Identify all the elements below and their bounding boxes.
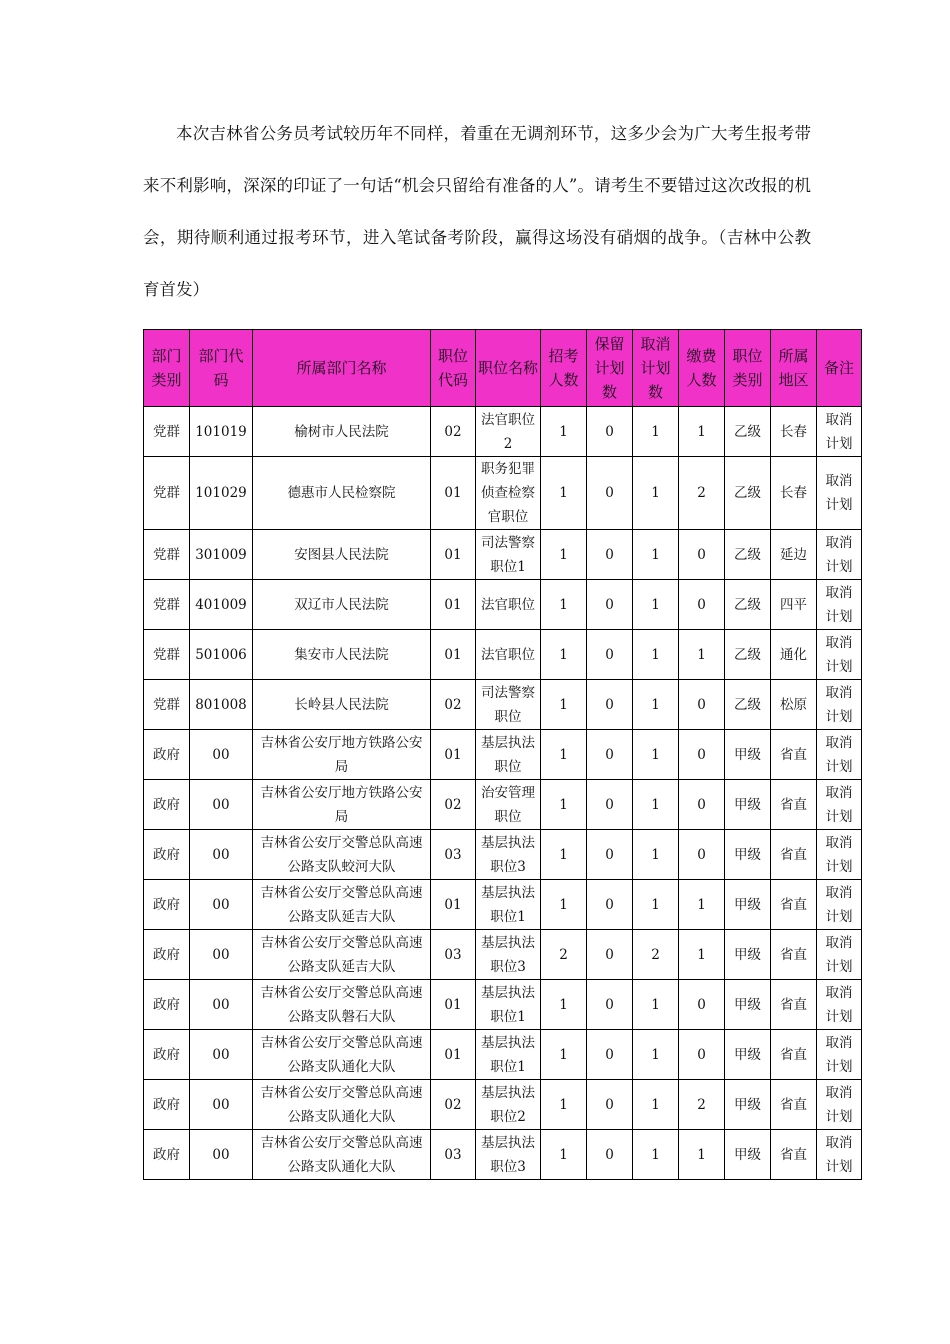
cell-recruit-count: 1: [541, 530, 587, 580]
cell-dept-code: 301009: [190, 530, 253, 580]
cell-dept-code: 101019: [190, 407, 253, 457]
cell-cancelled-plan: 2: [633, 930, 679, 980]
cell-position-level: 乙级: [725, 680, 771, 730]
cell-cancelled-plan: 1: [633, 780, 679, 830]
cell-dept-category: 党群: [144, 407, 190, 457]
cell-dept-code: 00: [190, 780, 253, 830]
cell-dept-code: 00: [190, 1080, 253, 1130]
header-dept-category: 部门类别: [144, 330, 190, 407]
table-row: [144, 1080, 862, 1130]
cell-retained-plan: 0: [587, 880, 633, 930]
cell-dept-code: 501006: [190, 630, 253, 680]
cell-region: 省直: [771, 980, 817, 1030]
cell-position-name: 司法警察职位1: [476, 530, 541, 580]
cell-retained-plan: 0: [587, 680, 633, 730]
cell-dept-code: 801008: [190, 680, 253, 730]
cell-position-code: 02: [431, 680, 476, 730]
cell-region: 省直: [771, 930, 817, 980]
cell-recruit-count: 1: [541, 780, 587, 830]
cell-position-level: 乙级: [725, 457, 771, 530]
cell-position-level: 甲级: [725, 730, 771, 780]
cell-cancelled-plan: 1: [633, 580, 679, 630]
cell-position-level: 甲级: [725, 1130, 771, 1180]
cell-dept-code: 101029: [190, 457, 253, 530]
cell-paid-count: 2: [679, 457, 725, 530]
cell-dept-category: 政府: [144, 1080, 190, 1130]
header-position-name: 职位名称: [476, 330, 541, 407]
cell-position-name: 治安管理职位: [476, 780, 541, 830]
header-region: 所属地区: [771, 330, 817, 407]
cell-recruit-count: 1: [541, 680, 587, 730]
cell-region: 延边: [771, 530, 817, 580]
cell-recruit-count: 1: [541, 580, 587, 630]
cell-retained-plan: 0: [587, 457, 633, 530]
cell-dept-name: 吉林省公安厅交警总队高速公路支队延吉大队: [253, 880, 431, 930]
cell-dept-category: 政府: [144, 830, 190, 880]
cell-retained-plan: 0: [587, 1130, 633, 1180]
cell-recruit-count: 1: [541, 830, 587, 880]
cell-dept-code: 00: [190, 830, 253, 880]
cell-paid-count: 2: [679, 1080, 725, 1130]
cell-dept-category: 政府: [144, 1130, 190, 1180]
cell-remark: 取消计划: [817, 1080, 862, 1130]
header-position-level: 职位类别: [725, 330, 771, 407]
cell-dept-category: 政府: [144, 980, 190, 1030]
cell-position-code: 01: [431, 530, 476, 580]
table-row: [144, 880, 862, 930]
cell-retained-plan: 0: [587, 930, 633, 980]
header-cancelled-plan: 取消计划数: [633, 330, 679, 407]
cell-remark: 取消计划: [817, 680, 862, 730]
cell-region: 通化: [771, 630, 817, 680]
cell-position-code: 03: [431, 930, 476, 980]
table-row: [144, 1030, 862, 1080]
cell-retained-plan: 0: [587, 407, 633, 457]
cell-paid-count: 1: [679, 407, 725, 457]
cell-remark: 取消计划: [817, 780, 862, 830]
cell-cancelled-plan: 1: [633, 880, 679, 930]
cell-cancelled-plan: 1: [633, 1030, 679, 1080]
cell-dept-code: 401009: [190, 580, 253, 630]
cell-position-code: 03: [431, 1130, 476, 1180]
table-row: [144, 780, 862, 830]
cell-recruit-count: 2: [541, 930, 587, 980]
cell-position-name: 基层执法职位: [476, 730, 541, 780]
cell-region: 松原: [771, 680, 817, 730]
cell-position-name: 法官职位2: [476, 407, 541, 457]
cell-recruit-count: 1: [541, 1080, 587, 1130]
cell-position-level: 甲级: [725, 930, 771, 980]
table-row: [144, 530, 862, 580]
cell-cancelled-plan: 1: [633, 730, 679, 780]
cell-region: 省直: [771, 1030, 817, 1080]
cell-position-name: 司法警察职位: [476, 680, 541, 730]
cell-remark: 取消计划: [817, 580, 862, 630]
cell-dept-code: 00: [190, 1030, 253, 1080]
cell-recruit-count: 1: [541, 730, 587, 780]
cell-dept-category: 党群: [144, 630, 190, 680]
cell-position-level: 甲级: [725, 780, 771, 830]
cell-position-code: 01: [431, 730, 476, 780]
cell-dept-name: 吉林省公安厅交警总队高速公路支队磐石大队: [253, 980, 431, 1030]
cell-dept-category: 党群: [144, 457, 190, 530]
cell-position-code: 01: [431, 980, 476, 1030]
cell-position-name: 基层执法职位1: [476, 980, 541, 1030]
cell-recruit-count: 1: [541, 457, 587, 530]
cell-retained-plan: 0: [587, 830, 633, 880]
cell-paid-count: 0: [679, 780, 725, 830]
cell-remark: 取消计划: [817, 880, 862, 930]
cell-retained-plan: 0: [587, 1030, 633, 1080]
cell-dept-code: 00: [190, 980, 253, 1030]
cell-dept-code: 00: [190, 930, 253, 980]
cell-dept-name: 吉林省公安厅交警总队高速公路支队通化大队: [253, 1130, 431, 1180]
cell-recruit-count: 1: [541, 880, 587, 930]
table-row: [144, 680, 862, 730]
cell-position-name: 法官职位: [476, 630, 541, 680]
cell-retained-plan: 0: [587, 730, 633, 780]
cell-position-code: 01: [431, 1030, 476, 1080]
cell-remark: 取消计划: [817, 1030, 862, 1080]
cell-remark: 取消计划: [817, 530, 862, 580]
cell-dept-category: 政府: [144, 1030, 190, 1080]
cell-position-code: 01: [431, 580, 476, 630]
cell-dept-category: 党群: [144, 530, 190, 580]
table-row: [144, 457, 862, 530]
cell-dept-name: 吉林省公安厅交警总队高速公路支队通化大队: [253, 1080, 431, 1130]
cell-cancelled-plan: 1: [633, 830, 679, 880]
cell-cancelled-plan: 1: [633, 407, 679, 457]
cell-retained-plan: 0: [587, 580, 633, 630]
cell-position-level: 甲级: [725, 830, 771, 880]
cell-dept-name: 安图县人民法院: [253, 530, 431, 580]
table-row: [144, 980, 862, 1030]
header-dept-name: 所属部门名称: [253, 330, 431, 407]
cell-paid-count: 0: [679, 980, 725, 1030]
table-row: [144, 407, 862, 457]
cell-paid-count: 0: [679, 730, 725, 780]
cell-paid-count: 0: [679, 530, 725, 580]
cell-position-code: 02: [431, 1080, 476, 1130]
cell-region: 省直: [771, 730, 817, 780]
header-remark: 备注: [817, 330, 862, 407]
cell-cancelled-plan: 1: [633, 1080, 679, 1130]
cell-recruit-count: 1: [541, 980, 587, 1030]
cell-position-code: 02: [431, 407, 476, 457]
cell-recruit-count: 1: [541, 630, 587, 680]
cell-recruit-count: 1: [541, 1030, 587, 1080]
cell-remark: 取消计划: [817, 730, 862, 780]
cell-retained-plan: 0: [587, 1080, 633, 1130]
table-body: [144, 407, 862, 1180]
cell-position-name: 基层执法职位1: [476, 880, 541, 930]
cell-cancelled-plan: 1: [633, 630, 679, 680]
cell-position-code: 01: [431, 630, 476, 680]
cell-recruit-count: 1: [541, 407, 587, 457]
cell-dept-name: 长岭县人民法院: [253, 680, 431, 730]
cell-dept-code: 00: [190, 1130, 253, 1180]
cell-region: 省直: [771, 830, 817, 880]
cell-dept-name: 吉林省公安厅交警总队高速公路支队蛟河大队: [253, 830, 431, 880]
cell-region: 省直: [771, 880, 817, 930]
cell-retained-plan: 0: [587, 530, 633, 580]
table-header-row: [144, 330, 862, 407]
cell-retained-plan: 0: [587, 780, 633, 830]
cell-dept-category: 政府: [144, 880, 190, 930]
cell-dept-name: 集安市人民法院: [253, 630, 431, 680]
header-retained-plan: 保留计划数: [587, 330, 633, 407]
cell-dept-category: 政府: [144, 930, 190, 980]
table-row: [144, 630, 862, 680]
cell-position-code: 01: [431, 880, 476, 930]
cell-remark: 取消计划: [817, 830, 862, 880]
cell-region: 省直: [771, 1080, 817, 1130]
cell-paid-count: 0: [679, 680, 725, 730]
cell-dept-name: 吉林省公安厅交警总队高速公路支队通化大队: [253, 1030, 431, 1080]
header-dept-code: 部门代码: [190, 330, 253, 407]
cell-region: 长春: [771, 457, 817, 530]
cell-dept-category: 政府: [144, 780, 190, 830]
cell-dept-category: 政府: [144, 730, 190, 780]
cell-cancelled-plan: 1: [633, 980, 679, 1030]
cell-region: 长春: [771, 407, 817, 457]
cell-cancelled-plan: 1: [633, 680, 679, 730]
cell-region: 省直: [771, 1130, 817, 1180]
cell-paid-count: 1: [679, 930, 725, 980]
cell-cancelled-plan: 1: [633, 530, 679, 580]
cell-dept-name: 双辽市人民法院: [253, 580, 431, 630]
cell-paid-count: 0: [679, 1030, 725, 1080]
cell-dept-category: 党群: [144, 680, 190, 730]
cell-position-code: 01: [431, 457, 476, 530]
table-row: [144, 1130, 862, 1180]
cell-position-level: 甲级: [725, 1080, 771, 1130]
cell-position-level: 甲级: [725, 980, 771, 1030]
cell-dept-name: 吉林省公安厅地方铁路公安局: [253, 730, 431, 780]
cell-dept-name: 吉林省公安厅交警总队高速公路支队延吉大队: [253, 930, 431, 980]
header-position-code: 职位代码: [431, 330, 476, 407]
cell-paid-count: 1: [679, 880, 725, 930]
cell-position-level: 甲级: [725, 880, 771, 930]
cell-dept-name: 吉林省公安厅地方铁路公安局: [253, 780, 431, 830]
cell-position-name: 职务犯罪侦查检察官职位: [476, 457, 541, 530]
cell-dept-code: 00: [190, 730, 253, 780]
cancelled-positions-table: [143, 329, 862, 1180]
cell-dept-category: 党群: [144, 580, 190, 630]
table-row: [144, 730, 862, 780]
cell-position-level: 乙级: [725, 630, 771, 680]
cell-position-level: 乙级: [725, 407, 771, 457]
cell-paid-count: 0: [679, 580, 725, 630]
cell-retained-plan: 0: [587, 630, 633, 680]
header-recruit-count: 招考人数: [541, 330, 587, 407]
cell-remark: 取消计划: [817, 630, 862, 680]
cell-region: 四平: [771, 580, 817, 630]
cell-cancelled-plan: 1: [633, 457, 679, 530]
cell-position-name: 法官职位: [476, 580, 541, 630]
cell-remark: 取消计划: [817, 1130, 862, 1180]
cell-paid-count: 0: [679, 830, 725, 880]
cell-position-name: 基层执法职位3: [476, 1130, 541, 1180]
cell-retained-plan: 0: [587, 980, 633, 1030]
cell-remark: 取消计划: [817, 980, 862, 1030]
cell-remark: 取消计划: [817, 457, 862, 530]
cell-region: 省直: [771, 780, 817, 830]
cell-position-level: 乙级: [725, 530, 771, 580]
cell-paid-count: 1: [679, 1130, 725, 1180]
table-row: [144, 930, 862, 980]
cell-dept-name: 榆树市人民法院: [253, 407, 431, 457]
cell-position-name: 基层执法职位2: [476, 1080, 541, 1130]
cell-position-name: 基层执法职位3: [476, 930, 541, 980]
cell-paid-count: 1: [679, 630, 725, 680]
cell-position-name: 基层执法职位3: [476, 830, 541, 880]
table-row: [144, 580, 862, 630]
cell-remark: 取消计划: [817, 407, 862, 457]
cell-position-code: 02: [431, 780, 476, 830]
cell-position-code: 03: [431, 830, 476, 880]
cell-dept-name: 德惠市人民检察院: [253, 457, 431, 530]
cell-dept-code: 00: [190, 880, 253, 930]
table-row: [144, 830, 862, 880]
cell-remark: 取消计划: [817, 930, 862, 980]
cell-recruit-count: 1: [541, 1130, 587, 1180]
header-paid-count: 缴费人数: [679, 330, 725, 407]
cell-position-level: 乙级: [725, 580, 771, 630]
cell-position-name: 基层执法职位1: [476, 1030, 541, 1080]
intro-paragraph: 本次吉林省公务员考试较历年不同样，着重在无调剂环节，这多少会为广大考生报考带来不利影响，深深的印证了一句话“机会只留给有准备的人”。请考生不要错过这次改报的机会，期待顺利通过报考环节，进入笔试备考阶段，赢得这场没有硝烟的战争。（吉林中公教育首发）: [143, 124, 811, 299]
cell-cancelled-plan: 1: [633, 1130, 679, 1180]
cell-position-level: 甲级: [725, 1030, 771, 1080]
